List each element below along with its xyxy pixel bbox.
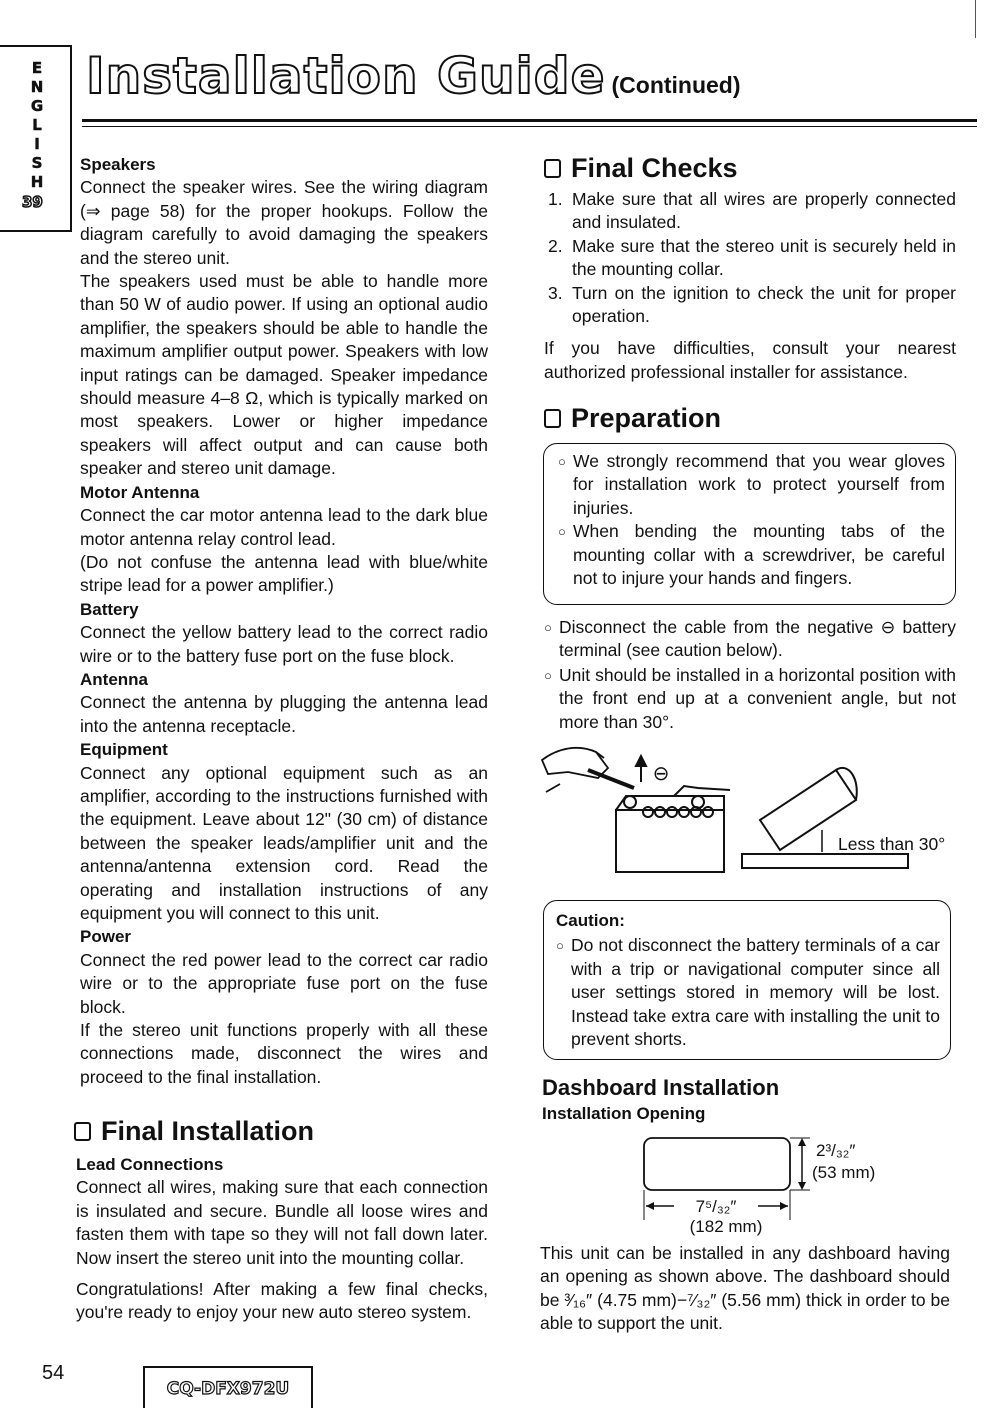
bullet-icon: ○ <box>558 454 566 469</box>
battery-p1: Connect the yellow battery lead to the correct radio wire or to the battery fuse port on the fuse block. <box>80 622 488 666</box>
section-number: 39 <box>22 193 43 211</box>
preparation-warning-box <box>543 443 956 605</box>
language-label <box>28 59 46 192</box>
model-number-tab: CQ-DFX972U <box>143 1366 313 1408</box>
checkbox-square-icon <box>544 159 561 178</box>
caution-box <box>543 900 951 1060</box>
language-letter: G <box>30 97 44 115</box>
dashboard-p1: This unit can be installed in any dashboard having an opening as shown above. The dashboard should be ³⁄₁₆″ (4.75 mm)−⁷⁄₃₂″ (5.56 mm) thick in order to be able to support the unit. <box>540 1243 950 1334</box>
final-installation-heading: Final Installation <box>74 1115 488 1147</box>
speakers-p2: The speakers used must be able to handle more than 50 W of audio power. If using an optional audio amplifier, the speakers should be able to handle the maximum amplifier output power. Speakers with low input ratings can be damaged. Speaker impedance should measure 4–8 Ω, which is typically marked on most speakers. Lower or higher impedance speakers will affect output and can cause both speaker and stereo unit damage. <box>80 271 488 479</box>
antenna-heading: Antenna <box>80 669 148 689</box>
horizontal-base-icon <box>742 854 908 868</box>
battery-angle-illustration <box>538 740 958 890</box>
power-p1: Connect the red power lead to the correct car radio wire or to the appropriate fuse port on the fuse block. <box>80 949 488 1017</box>
list-item: 1. Make sure that all wires are properly connected and insulated. <box>548 189 956 233</box>
speakers-heading: Speakers <box>80 155 156 174</box>
page-title <box>86 46 741 115</box>
car-battery-icon <box>616 786 730 872</box>
width-inches: 7⁵/₃₂″ <box>695 1197 737 1216</box>
list-item: ○ We strongly recommend that you wear gloves for installation work to protect yourself from injuries. <box>558 450 945 520</box>
equipment-p1: Connect any optional equipment such as an amplifier, according to the instructions furnished with the equipment. Leave about 12" (30 cm) of distance between the speaker leads/amplifier unit and the antenna/antenna extension cord. Read the operating and installation instructions of any equipment you will connect to this unit. <box>80 762 488 923</box>
dashboard-text <box>540 1242 950 1336</box>
angle-label: Less than 30° <box>838 834 946 854</box>
title-text: Installation Guide <box>86 47 606 105</box>
final-checks-heading: Final Checks <box>544 152 956 184</box>
power-p2: If the stereo unit functions properly with all these connections made, disconnect the wires and proceed to the final installation. <box>80 1020 488 1087</box>
page-number: 54 <box>42 1362 65 1384</box>
up-arrow-icon <box>636 756 646 782</box>
caution-heading: Caution: <box>556 911 625 930</box>
installation-opening-heading: Installation Opening <box>542 1104 706 1123</box>
preparation-section <box>544 402 956 434</box>
language-side-tab <box>0 45 72 232</box>
preparation-heading: Preparation <box>544 402 956 434</box>
dashboard-section <box>542 1074 954 1125</box>
language-letter: S <box>31 154 43 172</box>
final-checks-section <box>544 152 956 384</box>
height-inches: 2³/₃₂″ <box>816 1141 856 1160</box>
language-letter: N <box>30 78 44 96</box>
motor-antenna-heading: Motor Antenna <box>80 482 200 502</box>
list-item: ○ Do not disconnect the battery terminals of a car with a trip or navigational computer since all user settings stored in memory will be lost. Instead take extra care with installing the unit to prevent shorts. <box>556 934 940 1051</box>
list-item: ○ Unit should be installed in a horizontal position with the front end up at a convenient angle, but not more than 30°. <box>544 664 956 734</box>
list-item: 2. Make sure that the stereo unit is securely held in the mounting collar. <box>548 235 956 280</box>
bullet-icon: ○ <box>558 524 566 540</box>
edge-line <box>975 0 976 38</box>
equipment-heading: Equipment <box>80 740 168 760</box>
list-item: ○ When bending the mounting tabs of the mounting collar with a screwdriver, be careful not to injure your hands and fingers. <box>558 520 945 590</box>
final-checks-list <box>548 188 956 328</box>
language-letter: H <box>30 173 44 191</box>
lead-connections-p2: Congratulations! After making a few final checks, you're ready to enjoy your new auto stereo system. <box>76 1279 488 1323</box>
opening-outline <box>644 1138 790 1190</box>
final-checks-note: If you have difficulties, consult your nearest authorized professional installer for assistance. <box>544 338 956 382</box>
language-letter: L <box>32 116 42 134</box>
list-item: ○ Disconnect the cable from the negative ⊖ battery terminal (see caution below). <box>544 616 956 663</box>
motor-antenna-p1: Connect the car motor antenna lead to the dark blue motor antenna relay control lead. <box>80 505 488 549</box>
negative-terminal-symbol: ⊖ <box>652 761 670 785</box>
battery-heading: Battery <box>80 599 139 619</box>
list-item: 3. Turn on the ignition to check the unit for proper operation. <box>548 282 956 327</box>
bullet-icon: ○ <box>544 620 552 635</box>
antenna-p1: Connect the antenna by plugging the antenna lead into the antenna receptacle. <box>80 692 488 736</box>
power-heading: Power <box>80 927 132 947</box>
dashboard-heading: Dashboard Installation <box>542 1075 780 1100</box>
hand-wrench-icon <box>542 748 634 792</box>
final-installation-section <box>74 1115 488 1325</box>
title-continued: (Continued) <box>611 72 741 98</box>
motor-antenna-p2: (Do not confuse the antenna lead with blue/white stripe lead for a power amplifier.) <box>80 551 488 596</box>
header-rule <box>82 119 977 122</box>
bullet-icon: ○ <box>556 938 564 954</box>
checkbox-square-icon <box>544 409 561 428</box>
bullet-icon: ○ <box>544 667 552 683</box>
left-column <box>80 153 488 1089</box>
language-letter: I <box>34 135 40 153</box>
checkbox-square-icon <box>74 1122 91 1141</box>
installation-opening-diagram <box>630 1132 910 1242</box>
header-rule-thin <box>82 126 977 127</box>
width-mm: (182 mm) <box>689 1217 763 1236</box>
language-letter: E <box>31 59 43 77</box>
speakers-p1: Connect the speaker wires. See the wiring diagram (⇒ page 58) for the proper hookups. Follow the diagram carefully to avoid damaging the speakers and the stereo unit. <box>80 177 488 268</box>
lead-connections-p1: Connect all wires, making sure that each connection is insulated and secure. Bundle all loose wires and fasten them with tape so they will not fall down later. Now insert the stereo unit into the mounting collar. <box>76 1177 488 1268</box>
lead-connections-heading: Lead Connections <box>76 1155 224 1174</box>
preparation-list <box>544 616 956 734</box>
height-mm: (53 mm) <box>812 1163 876 1182</box>
